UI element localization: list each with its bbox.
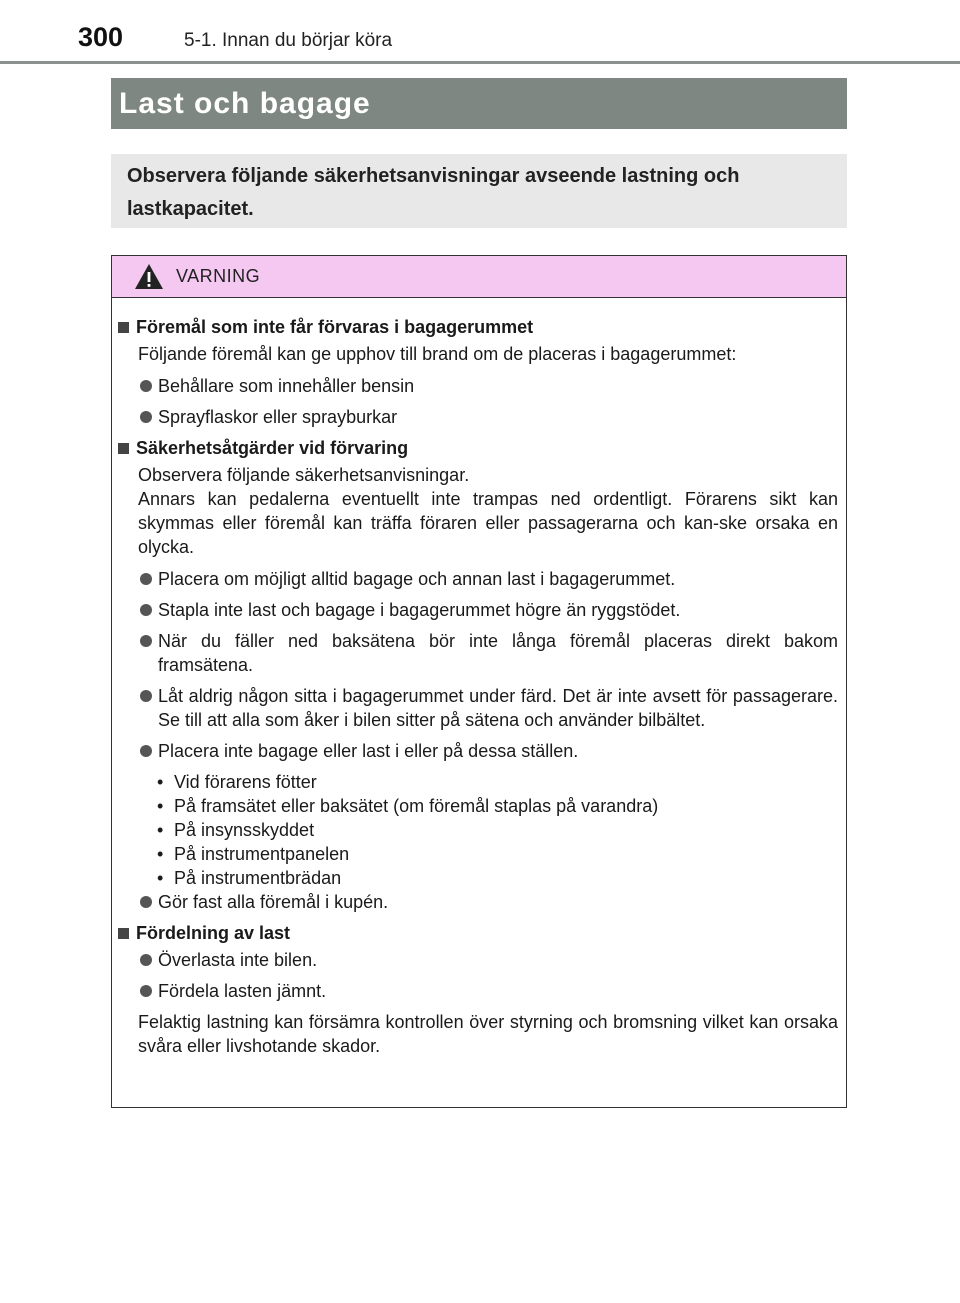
- list-item: [140, 890, 838, 914]
- chapter-title: 5-1. Innan du börjar köra: [184, 30, 393, 51]
- list-item: [140, 405, 838, 429]
- section-title: Last och bagage: [111, 78, 847, 129]
- list-item-text: Behållare som innehåller bensin: [158, 376, 415, 396]
- header-rule: [0, 61, 960, 64]
- round-bullet-icon: [140, 573, 152, 585]
- square-bullet-icon: [118, 928, 129, 939]
- round-bullet-icon: [140, 954, 152, 966]
- sub-list-item-text: På framsätet eller baksätet (om föremål staplas på varandra): [174, 796, 659, 816]
- round-bullet-icon: [140, 690, 152, 702]
- sub-list-item-text: På instrumentbrädan: [174, 868, 342, 888]
- paragraph: Felaktig lastning kan försämra kontrollen över styrning och bromsning vilket kan orsaka svåra eller livshotande skador.: [138, 1012, 838, 1056]
- sub-list-item-text: Vid förarens fötter: [174, 772, 317, 792]
- list-item-text: Placera inte bagage eller last i eller på dessa ställen.: [158, 741, 579, 761]
- round-bullet-icon: [140, 635, 152, 647]
- list-item-text: Placera om möjligt alltid bagage och annan last i bagagerummet.: [158, 569, 676, 589]
- list-item: [140, 739, 838, 763]
- list-item-text: Sprayflaskor eller sprayburkar: [158, 407, 398, 427]
- warning-body: [112, 298, 846, 1058]
- list-item: [140, 567, 838, 591]
- list-item: [140, 629, 838, 677]
- round-bullet-icon: [140, 745, 152, 757]
- list-item-text: Gör fast alla föremål i kupén.: [158, 892, 389, 912]
- list-item: [140, 979, 838, 1003]
- warning-triangle-icon: [134, 263, 164, 290]
- list-item: [140, 684, 838, 732]
- heading-forbidden-items: [112, 315, 838, 339]
- round-bullet-icon: [140, 985, 152, 997]
- round-bullet-icon: [140, 604, 152, 616]
- sub-list-item: • På instrumentpanelen: [157, 844, 350, 864]
- sub-list-item-text: På insynsskyddet: [174, 820, 315, 840]
- list-item: [140, 374, 838, 398]
- sub-list-item: • På instrumentbrädan: [157, 868, 342, 888]
- list-item: [140, 598, 838, 622]
- round-bullet-icon: [140, 380, 152, 392]
- paragraph: Observera följande säkerhetsanvisningar.: [138, 465, 470, 485]
- sub-list-item: • Vid förarens fötter: [157, 772, 317, 792]
- paragraph: Följande föremål kan ge upphov till brand om de placeras i bagagerummet:: [138, 344, 737, 364]
- warning-label: VARNING: [176, 266, 261, 286]
- list-item-text: När du fäller ned baksätena bör inte långa föremål placeras direkt bakom framsätena.: [158, 631, 838, 675]
- round-bullet-icon: [140, 896, 152, 908]
- heading-storage-precautions: [112, 436, 838, 460]
- warning-header: [112, 256, 846, 298]
- list-item-text: Fördela lasten jämnt.: [158, 981, 327, 1001]
- heading-text: Säkerhetsåtgärder vid förvaring: [136, 438, 409, 458]
- heading-load-distribution: [112, 921, 838, 945]
- list-item-text: Låt aldrig någon sitta i bagagerummet under färd. Det är inte avsett för passagerare. Se till att alla som åker i bilen sitter på sätena och använder bilbältet.: [158, 686, 838, 730]
- page-number: 300: [78, 22, 124, 52]
- heading-text: Föremål som inte får förvaras i bagagerummet: [136, 317, 534, 337]
- list-item: [140, 948, 838, 972]
- sub-list-item: • På framsätet eller baksätet (om föremål staplas på varandra): [157, 796, 659, 816]
- sub-list-item-text: På instrumentpanelen: [174, 844, 350, 864]
- heading-text: Fördelning av last: [136, 923, 291, 943]
- intro-box: Observera följande säkerhetsanvisningar avseende lastning och lastkapacitet.: [111, 154, 847, 228]
- warning-box: [111, 255, 847, 1108]
- round-bullet-icon: [140, 411, 152, 423]
- list-item-text: Överlasta inte bilen.: [158, 950, 318, 970]
- paragraph: Annars kan pedalerna eventuellt inte trampas ned ordentligt. Förarens sikt kan skymmas eller föremål kan träffa föraren eller passagerarna och kan-ske orsaka en olycka.: [138, 489, 838, 557]
- square-bullet-icon: [118, 443, 129, 454]
- sub-list-item: • På insynsskyddet: [157, 820, 315, 840]
- list-item-text: Stapla inte last och bagage i bagagerummet högre än ryggstödet.: [158, 600, 681, 620]
- square-bullet-icon: [118, 322, 129, 333]
- sub-list: [157, 770, 838, 890]
